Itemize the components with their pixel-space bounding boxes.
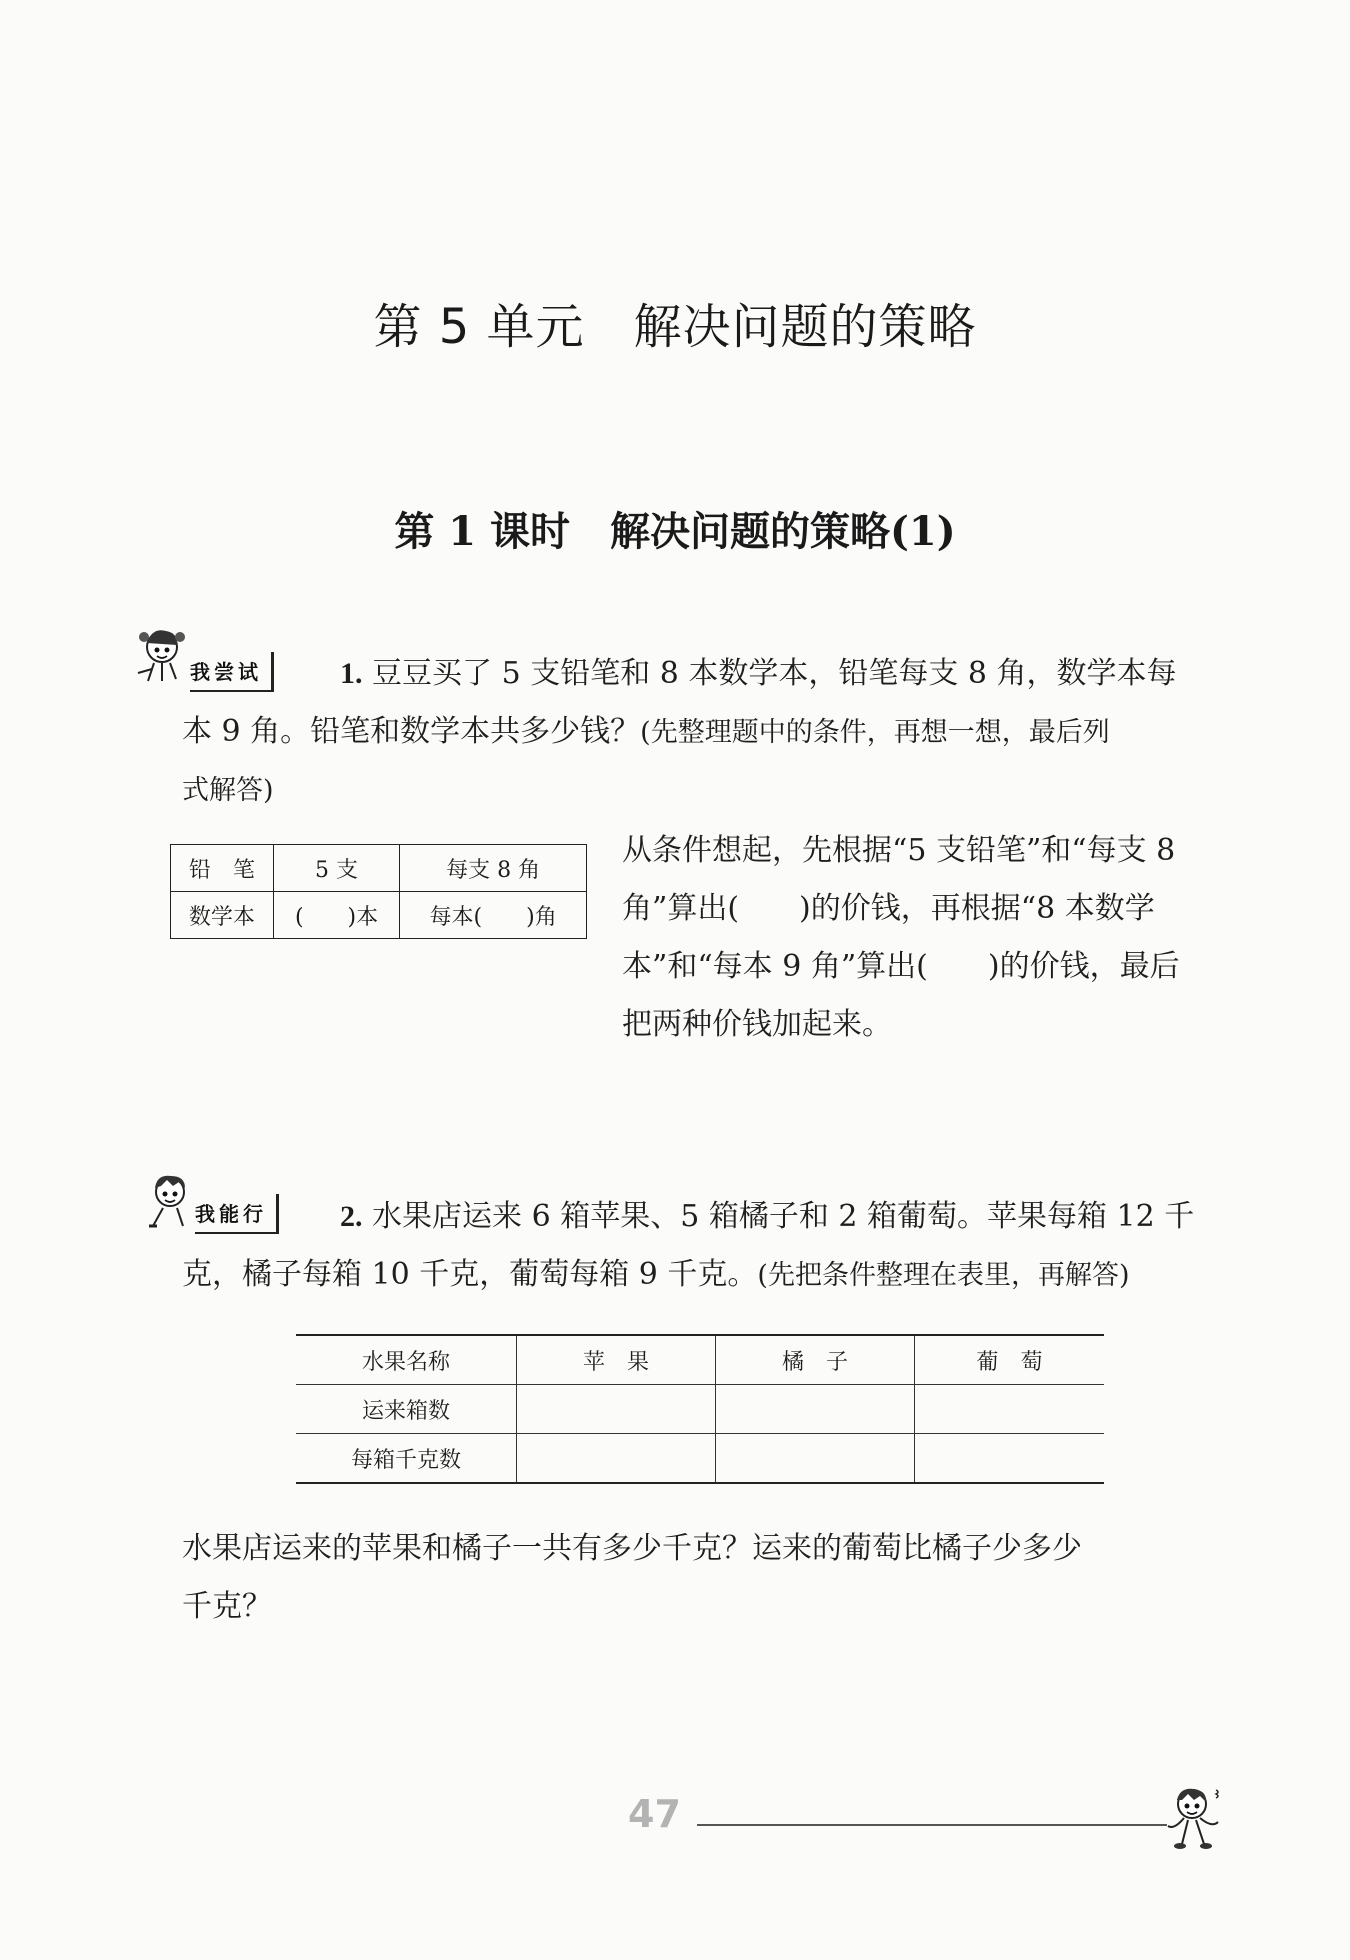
condition-table-1 <box>170 844 587 939</box>
question-1-number: 1. <box>340 657 363 690</box>
question-2 <box>182 1188 1217 1305</box>
table-cell: 每箱千克数 <box>296 1434 517 1484</box>
question-2-sub-line2: 千克？ <box>182 1589 272 1624</box>
question-1-line2: 本 9 角。铅笔和数学本共多少钱？ <box>182 714 641 749</box>
table-cell: 每支 8 角 <box>400 845 587 892</box>
table-header-cell: 橘 子 <box>716 1335 915 1385</box>
table-header-cell: 苹 果 <box>517 1335 716 1385</box>
table-row <box>171 845 587 892</box>
table-cell: 5 支 <box>273 845 399 892</box>
answer-blank-cell[interactable] <box>915 1385 1105 1434</box>
answer-blank-cell[interactable] <box>915 1434 1105 1484</box>
table-row <box>296 1434 1104 1484</box>
table-header-cell: 葡 萄 <box>915 1335 1105 1385</box>
can-do-badge: 我能行 <box>195 1198 279 1234</box>
table-cell: 数学本 <box>171 892 274 939</box>
page-number: 47 <box>628 1792 681 1836</box>
question-1-line3: 式解答) <box>182 775 274 806</box>
table-cell: 运来箱数 <box>296 1385 517 1434</box>
answer-blank-cell[interactable]: 每本( )角 <box>400 892 587 939</box>
unit-title: 第 5 单元 解决问题的策略 <box>373 299 977 355</box>
hint-line3: 本”和“每本 9 角”算出( )的价钱，最后 <box>622 949 1180 984</box>
fruit-table <box>296 1334 1104 1484</box>
answer-blank-cell[interactable] <box>716 1434 915 1484</box>
question-2-sub-line1: 水果店运来的苹果和橘子一共有多少千克？运来的葡萄比橘子少多少 <box>182 1531 1082 1566</box>
table-row <box>296 1385 1104 1434</box>
lesson-title: 第 1 课时 解决问题的策略(1) <box>394 508 956 555</box>
question-2-instruction: (先把条件整理在表里，再解答) <box>757 1260 1130 1291</box>
hint-line2: 角”算出( )的价钱，再根据“8 本数学 <box>622 891 1155 926</box>
mascot-footer-icon <box>1160 1782 1226 1852</box>
hint-line4: 把两种价钱加起来。 <box>622 1007 892 1042</box>
question-2-line2: 克，橘子每箱 10 千克，葡萄每箱 9 千克。 <box>182 1257 758 1292</box>
table-header-row <box>296 1335 1104 1385</box>
answer-blank-cell[interactable] <box>716 1385 915 1434</box>
question-1 <box>182 645 1217 820</box>
hint-line1: 从条件想起，先根据“5 支铅笔”和“每支 8 <box>622 833 1176 868</box>
question-1-instruction: (先整理题中的条件，再想一想，最后列 <box>640 717 1110 748</box>
question-2-sub <box>182 1520 1222 1636</box>
table-row <box>171 892 587 939</box>
hint-text <box>622 822 1222 1054</box>
footer-rule <box>697 1824 1167 1826</box>
answer-blank-cell[interactable] <box>517 1434 716 1484</box>
table-cell: 铅 笔 <box>171 845 274 892</box>
question-2-number: 2. <box>340 1200 363 1233</box>
answer-blank-cell[interactable] <box>517 1385 716 1434</box>
question-2-line1: 水果店运来 6 箱苹果、5 箱橘子和 2 箱葡萄。苹果每箱 12 千 <box>372 1199 1195 1234</box>
question-1-line1: 豆豆买了 5 支铅笔和 8 本数学本，铅笔每支 8 角，数学本每 <box>372 656 1177 691</box>
try-badge: 我尝试 <box>190 656 274 692</box>
table-header-cell: 水果名称 <box>296 1335 517 1385</box>
answer-blank-cell[interactable]: ( )本 <box>273 892 399 939</box>
